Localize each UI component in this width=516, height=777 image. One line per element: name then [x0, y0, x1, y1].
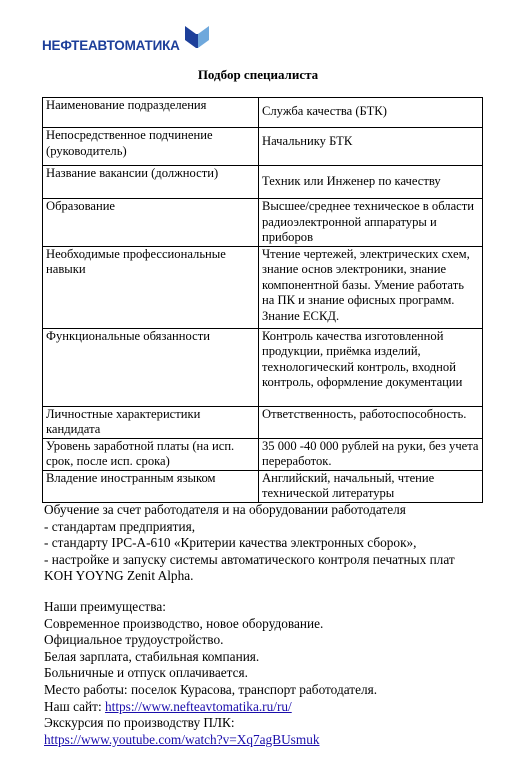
document-title: Подбор специалиста [197, 67, 319, 82]
advantage-line: Современное производство, новое оборудование. [44, 615, 324, 631]
tour-video-link[interactable]: https://www.youtube.com/watch?v=Xq7agBUsmuk [44, 731, 320, 747]
tour-label: Экскурсия по производству ПЛК: [44, 715, 235, 731]
table-row [43, 128, 483, 166]
training-line: - стандарту IPC-A-610 «Критерии качества электронных сборок», [44, 535, 417, 551]
row-label: Образование [43, 199, 259, 247]
table-row [43, 470, 483, 502]
row-label: Непосредственное подчинение (руководитель) [43, 128, 259, 166]
website-label: Наш сайт: [44, 698, 105, 714]
row-label: Уровень заработной платы (на исп. срок, после исп. срока) [43, 438, 259, 470]
company-logo [42, 20, 202, 56]
row-value: Служба качества (БТК) [259, 98, 483, 128]
advantages-heading: Наши преимущества: [44, 599, 166, 614]
advantage-line: Официальное трудоустройство. [44, 632, 224, 648]
row-label: Личностные характеристики кандидата [43, 406, 259, 438]
row-value: Техник или Инженер по качеству [259, 166, 483, 199]
website-link[interactable]: https://www.nefteavtomatika.ru/ru/ [104, 698, 292, 714]
table-row [43, 246, 483, 328]
row-value: 35 000 -40 000 рублей на руки, без учета переработок. [259, 438, 483, 470]
table-row [43, 406, 483, 438]
advantage-line: Белая зарплата, стабильная компания. [44, 648, 260, 664]
training-section [44, 502, 455, 585]
row-value: Контроль качества изготовленной продукции, приёмка изделий, технологический контроль, входной контроль, оформление документации [259, 328, 483, 406]
company-logo-text: НЕФТЕАВТОМАТИКА [42, 38, 180, 53]
advantages-section [44, 599, 377, 748]
table-row [43, 438, 483, 470]
table-row [43, 328, 483, 406]
website-line [44, 699, 377, 716]
row-label: Наименование подразделения [43, 98, 259, 128]
vacancy-table [42, 97, 483, 503]
row-value: Чтение чертежей, электрических схем, знание основ электроники, знание компонентной базы. Умение работать на ПК и знание офисных программ. Знание ЕСКД. [259, 246, 483, 328]
row-label: Функциональные обязанности [43, 328, 259, 406]
advantage-line: Место работы: поселок Курасова, транспорт работодателя. [44, 681, 378, 697]
row-value: Высшее/среднее техническое в области радиоэлектронной аппаратуры и приборов [259, 199, 483, 247]
row-label: Необходимые профессиональные навыки [43, 246, 259, 328]
row-value: Ответственность, работоспособность. [259, 406, 483, 438]
training-line: KOH YOYNG Zenit Alpha. [44, 568, 194, 584]
training-line: - настройке и запуску системы автоматического контроля печатных плат [44, 551, 455, 567]
row-value: Начальнику БТК [259, 128, 483, 166]
row-label: Владение иностранным языком [43, 470, 259, 502]
tour-line [44, 732, 377, 749]
training-line: Обучение за счет работодателя и на оборудовании работодателя [44, 502, 406, 517]
row-label: Название вакансии (должности) [43, 166, 259, 199]
training-line: - стандартам предприятия, [44, 518, 196, 534]
table-row [43, 98, 483, 128]
company-logo-icon [182, 22, 212, 52]
table-row [43, 166, 483, 199]
table-row [43, 199, 483, 247]
advantage-line: Больничные и отпуск оплачивается. [44, 665, 248, 681]
row-value: Английский, начальный, чтение технической литературы [259, 470, 483, 502]
